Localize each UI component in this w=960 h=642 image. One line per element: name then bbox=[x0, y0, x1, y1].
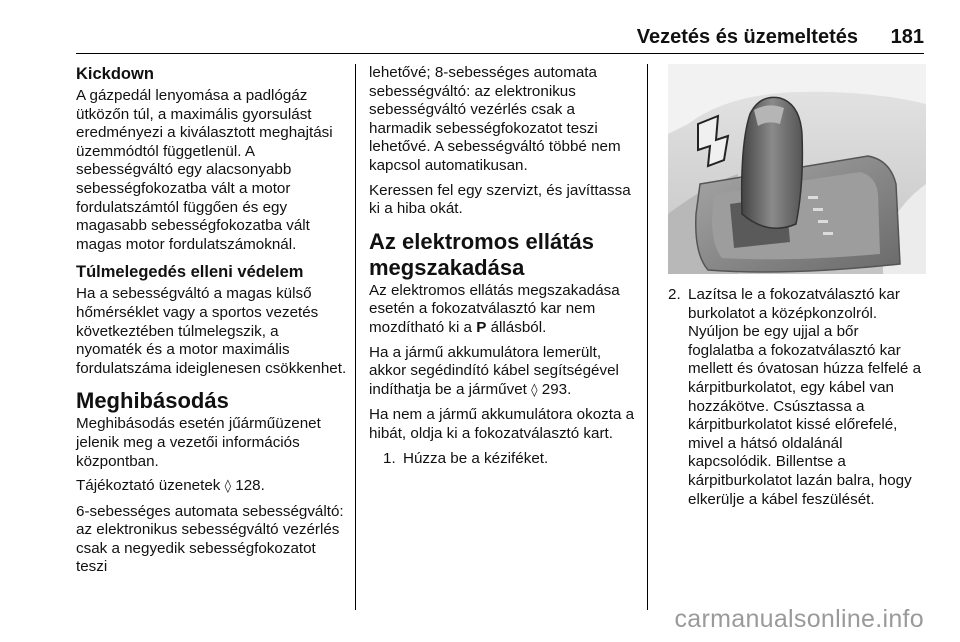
step-2-number: 2. bbox=[668, 286, 681, 303]
six-speed-text: 6-sebességes automata sebességváltó: az elektronikus sebességváltó vezérlés csak a negyedik sebességfokozatot teszi bbox=[76, 502, 344, 576]
header-title: Vezetés és üzemeltetés bbox=[636, 26, 858, 48]
page-reference-icon: ◊ bbox=[531, 382, 538, 398]
info-messages-text: Tájékoztató üzenetek bbox=[76, 477, 221, 495]
page-reference-icon: ◊ bbox=[224, 479, 232, 495]
column-2 bbox=[369, 64, 635, 468]
step-2-text: Lazítsa le a fokozatválasztó kar burkolatot a középkonzolról. Nyúljon be egy ujjal a bőr foglalatba a fokozatválasztó kar mellett és óvatosan húzza felfelé a kárpitburkolatot, egy kábel van hozzákötve. Csúsztassa a kárpitburkolatot kissé előrefelé, mivel a hátsó oldalánál kapcsolódik. Billentse a kárpitburkolatot lazán balra, hogy elkerülje a kábel feszülését. bbox=[688, 286, 922, 508]
fault-text: Meghibásodás esetén jűárműüzenet jelenik meg a vezetői információs központban. bbox=[76, 415, 321, 470]
continued-text: lehetővé; 8-sebességes automata sebességváltó: az elektronikus sebességváltó vezérlés csak a harmadik sebességfokozatot teszi lehetővé. A sebességváltó többé nem kapcsol automatikusan. bbox=[369, 64, 621, 174]
overheat-text: Ha a sebességváltó a magas külső hőmérséklet vagy a sportos vezetés következtében túlmelegszik, a nyomaték és a motor maximális fordulatszáma ideiglenesen csökkenhet. bbox=[76, 285, 347, 377]
list-item bbox=[383, 450, 635, 469]
park-position-label: P bbox=[476, 318, 487, 336]
info-ref-page: 128. bbox=[235, 477, 265, 495]
kickdown-text: A gázpedál lenyomása a padlógáz ütközőn túl, a maximális gyorsulást eredményezi a kiválasztott meghajtási üzemmódtól függetlenül. A sebességváltó egy alacsonyabb sebességfokozatba vált a motor fordulatszámtól függően és egy magasabb sebességfokozatba vált magas motor fordulatszámoknál. bbox=[76, 87, 333, 253]
column-1 bbox=[76, 64, 348, 583]
battery-ref-page: 293. bbox=[541, 380, 572, 398]
watermark: carmanualsonline.info bbox=[674, 605, 924, 633]
fault-heading: Meghibásodás bbox=[76, 388, 229, 414]
info-messages-paragraph bbox=[76, 477, 348, 497]
power-paragraph bbox=[369, 282, 635, 338]
power-heading: Az elektromos ellátás megszakadása bbox=[369, 228, 594, 280]
power-text-b: állásból. bbox=[490, 318, 547, 336]
list-item bbox=[668, 286, 926, 509]
column-divider-1 bbox=[355, 64, 356, 610]
battery-paragraph bbox=[369, 344, 635, 401]
not-battery-text: Ha nem a jármű akkumulátora okozta a hibát, oldja ki a fokozatválasztó kart. bbox=[369, 406, 635, 442]
column-3 bbox=[668, 64, 926, 509]
overheat-heading: Túlmelegedés elleni védelem bbox=[76, 263, 304, 282]
step-1-number: 1. bbox=[383, 449, 396, 467]
page-number: 181 bbox=[890, 26, 924, 48]
gear-selector-illustration bbox=[668, 64, 926, 274]
step-1-text: Húzza be a kéziféket. bbox=[403, 449, 549, 467]
page-header bbox=[76, 26, 924, 54]
service-text: Keressen fel egy szervizt, és javíttassa ki a hiba okát. bbox=[369, 181, 631, 218]
header-rule bbox=[76, 53, 924, 54]
battery-text: Ha a jármű akkumulátora lemerült, akkor segédindító kábel segítségével indíthatja be a járművet bbox=[369, 343, 619, 398]
steps-list-2 bbox=[668, 286, 926, 509]
column-divider-2 bbox=[647, 64, 648, 610]
power-text-a: Az elektromos ellátás megszakadása esetén a fokozatválasztó kar nem mozdítható ki a bbox=[369, 281, 620, 336]
gear-selector-photo bbox=[668, 64, 926, 274]
steps-list-1 bbox=[369, 450, 635, 469]
kickdown-heading: Kickdown bbox=[76, 65, 154, 83]
